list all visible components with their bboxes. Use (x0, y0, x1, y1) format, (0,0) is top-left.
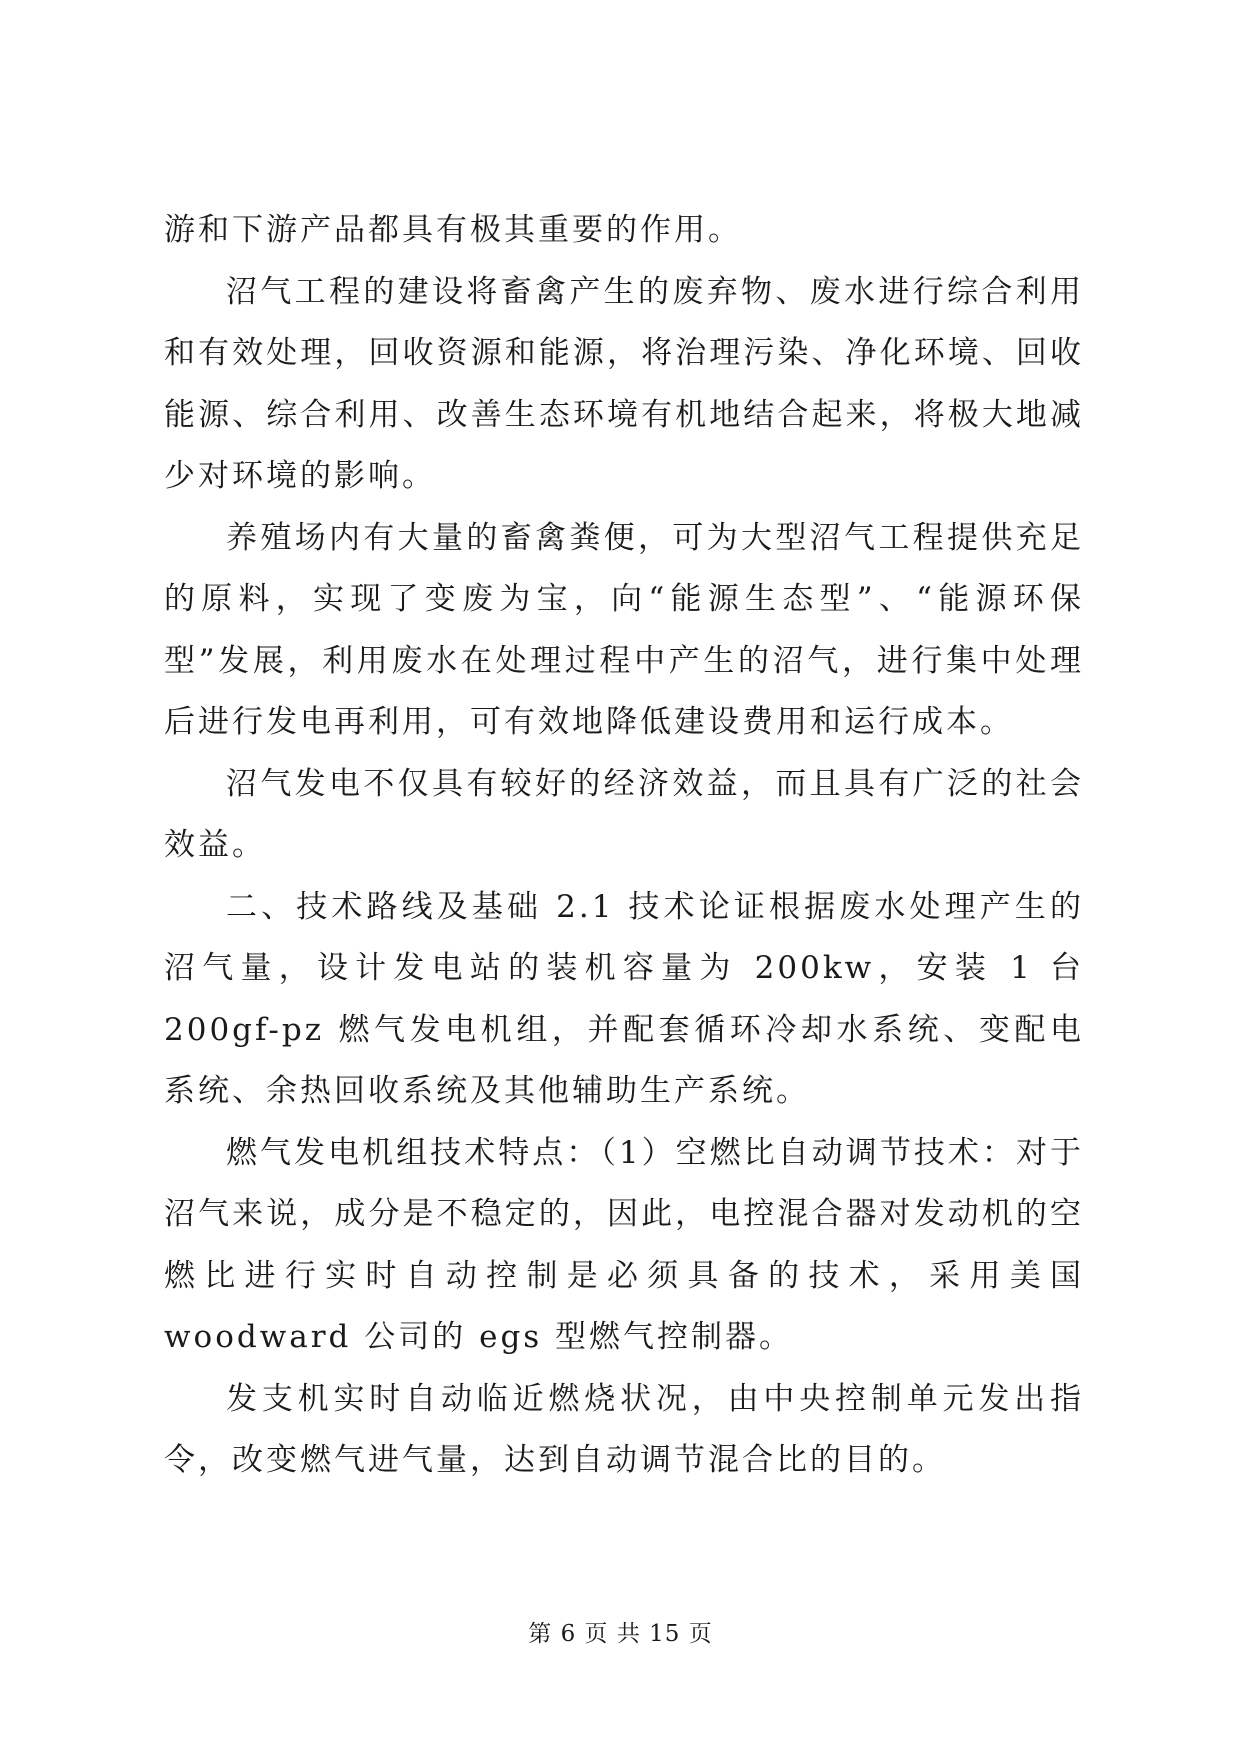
document-body (164, 200, 1084, 1492)
paragraph-farm-manure: 养殖场内有大量的畜禽粪便，可为大型沼气工程提供充足的原料，实现了变废为宝，向“能源生态型”、“能源环保型”发展，利用废水在处理过程中产生的沼气，进行集中处理后进行发电再利用，可有效地降低建设费用和运行成本。 (164, 519, 1084, 740)
page-footer: 第 6 页 共 15 页 (528, 1621, 713, 1647)
paragraph-auto-regulation: 发支机实时自动临近燃烧状况，由中央控制单元发出指令，改变燃气进气量，达到自动调节混合比的目的。 (164, 1380, 1084, 1478)
paragraph-generator-features: 燃气发电机组技术特点：（1）空燃比自动调节技术：对于沼气来说，成分是不稳定的，因此，电控混合器对发动机的空燃比进行实时自动控制是必须具备的技术，采用美国 woodward 公司的 egs 型燃气控制器。 (164, 1134, 1084, 1355)
paragraph-benefits: 沼气发电不仅具有较好的经济效益，而且具有广泛的社会效益。 (164, 765, 1084, 863)
paragraph-continuation: 游和下游产品都具有极其重要的作用。 (164, 212, 742, 248)
paragraph-technical-route: 二、技术路线及基础 2.1 技术论证根据废水处理产生的沼气量，设计发电站的装机容量为 200kw，安装 1 台 200gf-pz 燃气发电机组，并配套循环冷却水系统、变配电系统、余热回收系统及其他辅助生产系统。 (164, 888, 1084, 1109)
paragraph-biogas-project: 沼气工程的建设将畜禽产生的废弃物、废水进行综合利用和有效处理，回收资源和能源，将治理污染、净化环境、回收能源、综合利用、改善生态环境有机地结合起来，将极大地减少对环境的影响。 (164, 273, 1084, 494)
